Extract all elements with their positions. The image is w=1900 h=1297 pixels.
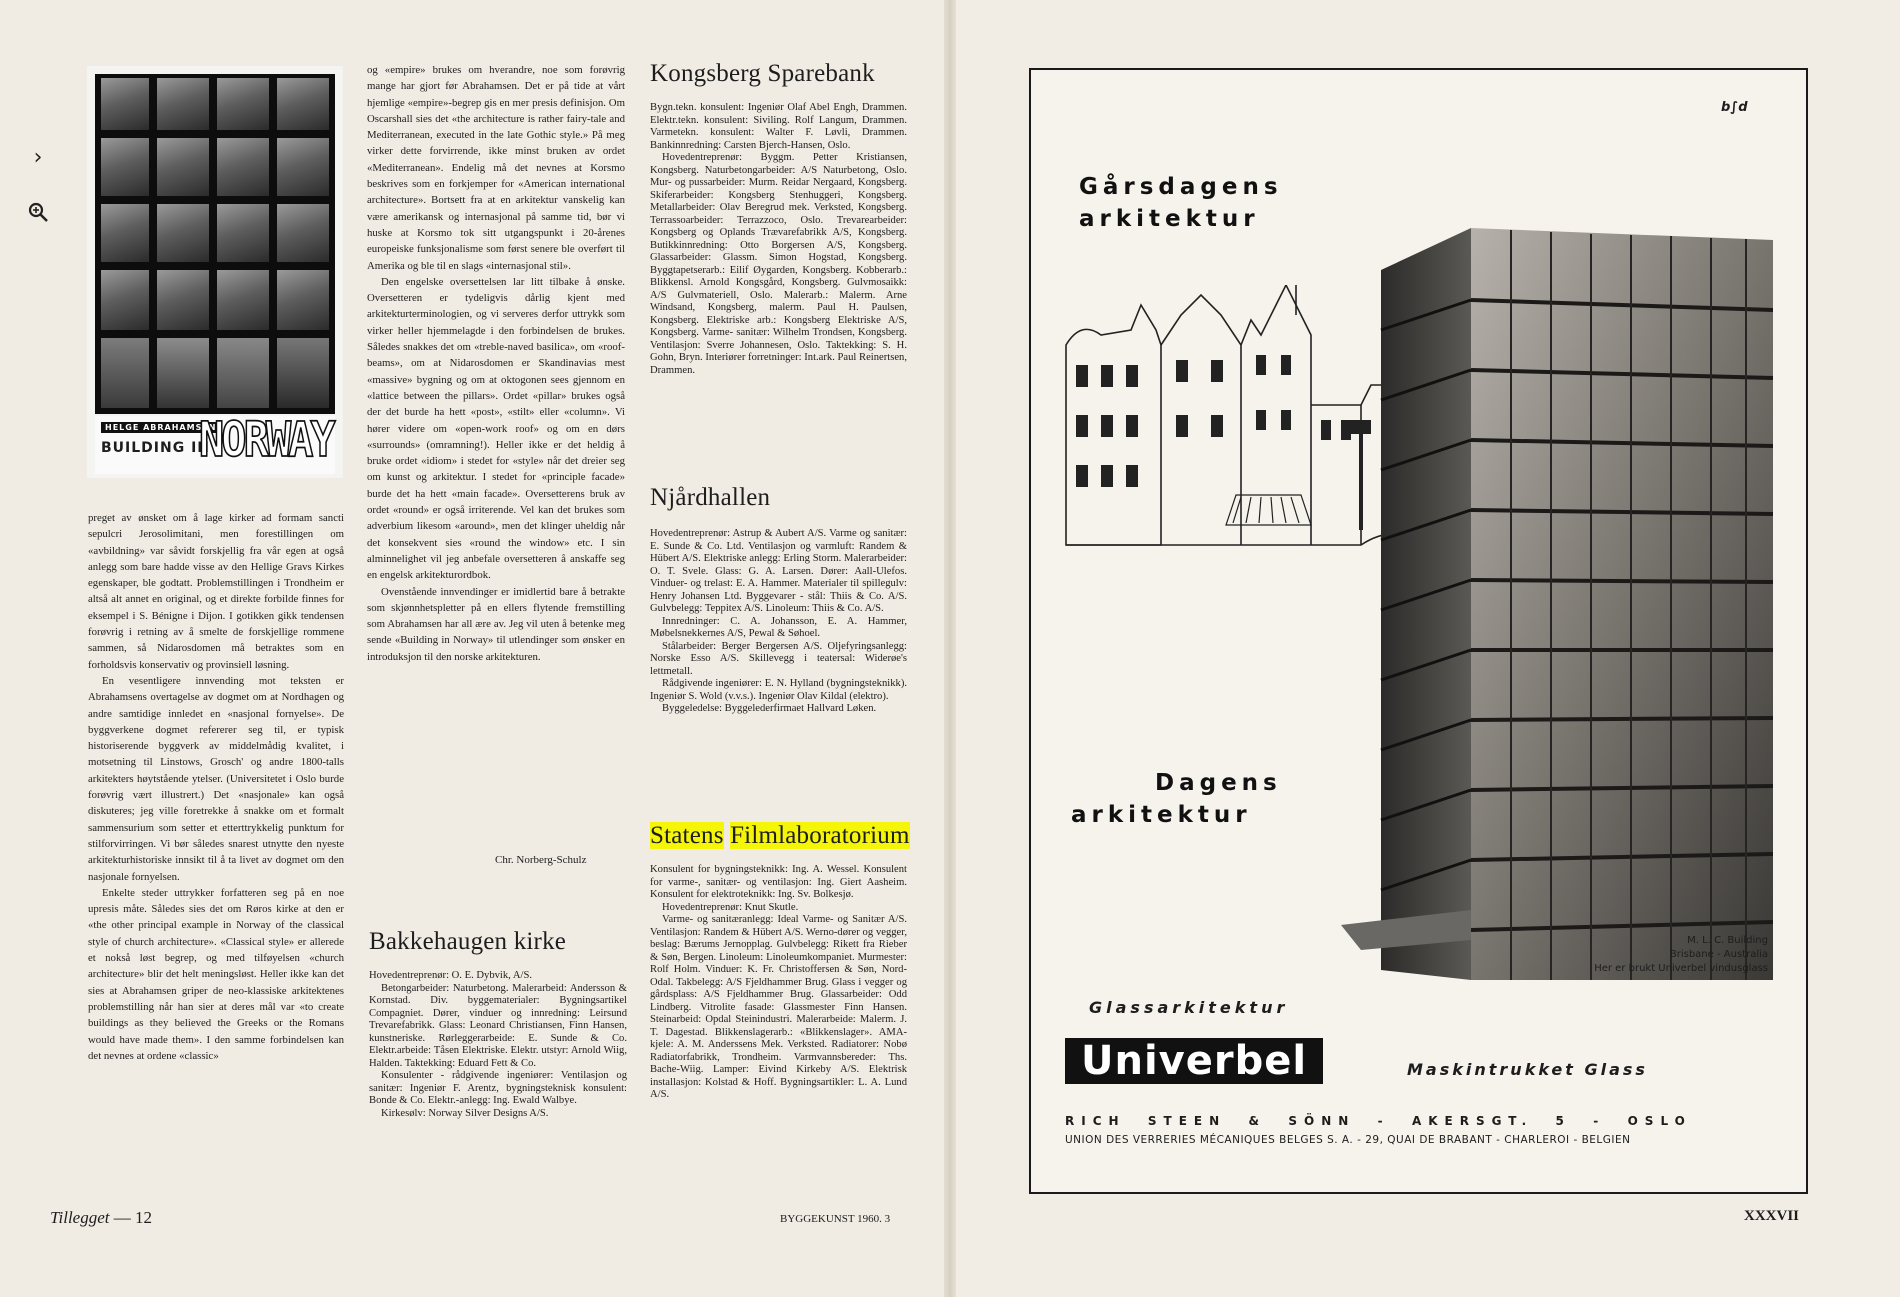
book-cover-photo	[87, 66, 343, 478]
ad-address-line-2: UNION DES VERRERIES MÉCANIQUES BELGES S. A. - 29, QUAI DE BRABANT - CHARLEROI - BELGIEN	[1065, 1134, 1631, 1146]
credits-kongsberg	[650, 102, 907, 468]
magnifier-icon	[26, 200, 50, 224]
paragraph: Ovenstående innvendinger er imidlertid bare å betrakte som skjønnhetspletter på en ellers flytende fremstilling som Abrahamsen har all ære av. Jeg vil uten å betenke meg sende «Building in Norway» til utlendinger som ønsker en introduksjon til den norske arkitekturen.	[367, 585, 625, 663]
highlighted-heading-word: Filmlaboratorium	[730, 822, 910, 849]
credit-line: Stålarbeider: Berger Bergersen A/S. Oljefyringsanlegg: Norske Esso A/S. Skillevegg i teatersal: Widerøe's lettmetall.	[650, 640, 907, 677]
zoom-icon[interactable]	[22, 200, 54, 232]
credits-njardhallen	[650, 528, 907, 798]
credit-line: Byggeledelse: Byggelederfirmaet Hallvard Løken.	[662, 703, 877, 714]
credit-line: Rådgivende ingeniører: E. N. Hylland (bygningsteknikk). Ingeniør S. Wold (v.v.s.). Ingeniør Olav Kildal (elektro).	[650, 678, 907, 702]
highlighted-heading-word: Statens	[650, 822, 724, 849]
ad-product-line: Maskintrukket Glass	[1407, 1060, 1648, 1079]
review-column-2	[367, 62, 625, 852]
paragraph: Den engelske oversettelsen lar litt tilbake å ønske. Oversetteren er tydeligvis dårlig kjent med arkitekturterminologien, og vi serveres derfor uttrykk som virker heller hjemmelagde i den forbindelsen de brukes. Således snakkes det om «treble-naved basilica», om «roof-beams», om at Nidarosdomen er Skandinavias mest «massive» bygning og om at oktogonen sees gjennom en «lattice between the pillars». Ordet «pillar» brukes også der det burde ha hett «post», «stilt» eller «column». Vi hører videre om «open-work roof» og om en dørs «surrounds» (omramning!). Heller ikke er det heldig å bruke ordet «idiom» i stedet for «style» når det dreier seg om kunst og arkitektur. I stedet for «principle facade» burde det ha hett «main facade». Oversetterens bruk av ordet «round» er også irriterende. Vel kan det brukes som adverbium likesom «around», men det klinger uheldig når det konsekvent sies «round the window» etc. I sin alminnelighet vil jeg anbefale oversetteren å anskaffe seg en engelsk arkitekturordbok.	[367, 275, 625, 582]
section-heading-statens	[650, 822, 910, 850]
next-page-chevron-icon[interactable]: ›	[33, 145, 43, 170]
credit-line: Hovedentreprenør: O. E. Dybvik, A/S.	[369, 970, 532, 981]
credit-line: Konsulent for bygningsteknikk: Ing. A. Wessel. Konsulent for varme-, sanitær- og ventilasjon: Ing. Giert Aasheim. Konsulent for elektroteknikk: Ing. Sv. Bolkesjø.	[650, 864, 907, 900]
credit-line: Betongarbeider: Naturbetong. Malerarbeid: Andersson & Kornstad. Div. byggematerialer: Bygningsartikel Compagniet. Dører, vinduer og innredning: Leirsund Trevarefabrikk. Glass: Leonard Christiansen, Finn Hansen, kunstneriske. Rørleggerarbeide: E. Sunde & Co. Elektr.arbeide: Tåsen Elektriske. Elektr. utstyr: Arnold Wiig, Halden. Taktekking: Eduard Fett & Co.	[369, 982, 627, 1069]
credits-bakkehaugen	[369, 970, 627, 1170]
credit-line: Hovedentreprenør: Byggm. Petter Kristiansen, Kongsberg. Naturbetongarbeider: A/S Naturbetong, Oslo. Mur- og pussarbeider: Murm. Reidar Nergaard, Kongsberg. Skiferarbeider: Kongsberg Stenhuggeri, Kongsberg. Metallarbeider: Olav Beregrud mek. Verksted, Kongsberg. Terrassoarbeider: Terrazzoco, Oslo. Trevarearbeider: Kongsberg og Oplands Trævarefabrikk A/S, Kongsberg. Butikkinnredning: Otto Borgersen A/S, Kongsberg. Glassarbeider: Glassm. Simon Hogstad, Kongsberg. Byggtapetserarb.: Eilif Øygarden, Kongsberg. Kobberarb.: Blikkensl. Arnold Kongsgård, Kongsberg. Gulvmosaikk: A/S Gulvmateriell, Oslo. Malerarb.: Malerm. Arne Windsand, Kongsberg, malerm. Paul H. Paulsen, Kongsberg. Elektriske arb.: Kongsberg Elektriske A/S, Kongsberg. Varme- sanitær: Wilhelm Trondsen, Kongsberg. Ventilasjon: Sverre Johannesen, Oslo. Taktekking: S. H. Gohn, Bryn. Interiører forretninger: Int.ark. Paul Reinertsen, Drammen.	[650, 152, 907, 376]
credit-line: Hovedentreprenør: Knut Skutle.	[662, 901, 799, 913]
right-page-number: XXXVII	[1744, 1208, 1800, 1224]
paragraph: En vesentligere innvending mot teksten er Abrahamsens overtagelse av dogmet om at Nordhagen og andre samtidige innledet en «nasjonal fornyelse». De byggverkene dogmet refererer seg til, er typisk historiserende byggverk av middelmådig kvalitet, i motsetning til Linstows, Grosch' og andre 1800-talls arkitekters høytstående ytelser. (Universitetet i Oslo burde forøvrig vært illustrert.) Det «nasjonale» kan også diskuteres; jeg ville foretrekke å snakke om et formalt sammensurium som setter et etterttrykkelig punktum for stilforvirringen. Vi bør således snarest utnytte den nyeste arkitekturhistoriske innsikt til å ta livet av dogmet om den nasjonale fornyelsen.	[88, 674, 344, 883]
ad-heading-new-1: Dagens	[1155, 770, 1282, 796]
univerbel-brand-logo: Univerbel	[1065, 1038, 1323, 1084]
univerbel-advertisement	[1029, 68, 1808, 1194]
footer-page-number: 12	[135, 1208, 152, 1227]
ad-heading-old-2: arkitektur	[1079, 206, 1260, 232]
review-signature: Chr. Norberg-Schulz	[495, 854, 587, 866]
paragraph: og «empire» brukes om hverandre, noe som forøvrig mange har gjort før Abrahamsen. Det er på tide at vårt hjemlige «empire»-begrep gis en mer presis definisjon. Om Oscarshall sies det «the architecture is rather fairy-tale and Mediterranean, executed in the late Gothic style.» På meg virker dette forvirrende, ikke minst bruken av ordet «Mediterranean». Endelig må det nevnes at Korsmo beskrives som en forkjemper for «American international architecture». Bortsett fra at en arkitektur vanskelig kan være amerikansk og internasjonal på samme tid, bør vi huske at Korsmo tok sitt utgangspunkt i 20-årenes europeiske funksjonalisme som først senere ble overført til Amerika og ble til en slags «internasjonal stil».	[367, 64, 625, 272]
ad-tagline: Glassarkitektur	[1089, 998, 1289, 1017]
section-heading-kongsberg: Kongsberg Sparebank	[650, 60, 875, 87]
ad-heading-old-1: Gårsdagens	[1079, 174, 1283, 200]
ad-agency-logo: b∫d	[1721, 100, 1748, 115]
section-heading-bakkehaugen: Bakkehaugen kirke	[369, 928, 567, 955]
credit-line: Hovedentreprenør: Astrup & Aubert A/S. Varme og sanitær: E. Sunde & Co. Ltd. Ventilasjon og varmluft: Randem & Hübert A/S. Elektriske anlegg: Erling Storm. Malerarbeider: O. T. Svele. Glass: G. A. Larsen. Dører: Aall-Ulefos. Vinduer- og trelast: E. A. Hammer. Materialer til spillegulv: Henry Johansen Ltd. Byggevarer - stål: Thiis & Co. A/S. Gulvbelegg: Teppitex A/S. Linoleum: Thiis & Co. A/S.	[650, 528, 907, 614]
ad-heading-new-2: arkitektur	[1071, 802, 1252, 828]
ad-address-line-1: RICH STEEN & SÖNN - AKERSGT. 5 - OSLO	[1065, 1114, 1692, 1128]
page-gutter	[944, 0, 956, 1297]
footer-supplement-label: Tillegget	[50, 1208, 110, 1227]
paragraph: preget av ønsket om å lage kirker ad formam sancti sepulcri Jerosolimitani, men forestillingen om «avbildning» var såvidt forskjellig fra vår egen at også anlegg som bare hadde visse av den Hellige Gravs Kirkes egenskaper, ble godtatt. Problemstillingen i Trondheim er altså alt annet en original, og et direkte forbilde finnes for eksempel i S. Bénigne i Dijon. I gotikken gikk tendensen forøvrig i retning av å smelte de forskjellige rommene sammen, så Nidarosdomen må betraktes som en forholdsvis konservativ og provinsiell løsning.	[88, 512, 344, 671]
book-author: HELGE ABRAHAMSEN	[101, 422, 220, 433]
book-title-main: NORWAY	[199, 411, 333, 468]
credit-line: Varme- og sanitæranlegg: Ideal Varme- og Sanitær A/S. Ventilasjon: Randem & Hübert A/S. Werno-dører og vegger, beslag: Bærums Jernopplag. Gulvbelegg: Rikett fra Rieber & Søn, Bergen. Linoleum: Linoleumkompaniet. Murmester: Rolf Holm. Vinduer: K. Fr. Christoffersen & Søn, Nord-Odal. Takbelegg: A/S Fjeldhammer Brug. Glass i vegger og gårdsplass: A/S Fjeldhammer Brug. Glassarbeider: Odd Lindberg. Vitrolite fasade: Glassmester Finn Hansen. Steinarbeid: Opdal Steinindustri. Malerarbeide: Malerm. J. T. Dagestad. Blikkenslagerarb.: «Blikkenslager». AMA-kjele: A. M. Anderssens Mek. Verksted. Radiatorer: Nobø Radiatorfabrikk, Trondheim. Varmvannsbereder: Ths. Bache-Wiig. Lamper: Eivind Kirkeby A/S. Elektrisk installasjon: Kolstad & Hoff. Bygningsartikler: L. A. Lund A/S.	[650, 914, 907, 1100]
book-title-prefix: BUILDING IN	[101, 440, 211, 456]
book-cover-title	[95, 411, 335, 474]
footer-left	[50, 1208, 152, 1228]
building-caption	[1594, 934, 1768, 976]
credits-statens	[650, 864, 907, 1169]
mlc-building-photo	[1341, 150, 1773, 990]
review-column-1	[88, 510, 344, 1170]
caption-location: Brisbane - Australia	[1669, 949, 1768, 960]
credit-line: Innredninger: C. A. Johansson, E. A. Hammer, Møbelsnekkernes A/S, Pewal & Søhoel.	[650, 615, 907, 639]
credit-line: Konsulenter - rådgivende ingeniører: Ventilasjon og sanitær: Ingeniør F. Arentz, bygningsteknisk konsulent: Bonde & Co. Elektr.-anlegg: Ing. Ewald Walbye.	[369, 1070, 627, 1106]
section-heading-njardhallen: Njårdhallen	[650, 484, 771, 511]
credit-line: Bygn.tekn. konsulent: Ingeniør Olaf Abel Engh, Drammen. Elektr.tekn. konsulent: Siviling. Rolf Langum, Drammen. Varmetekn. konsulent: Walter F. Løvli, Drammen. Bankinnredning: Carsten Bjerch-Hansen, Oslo.	[650, 102, 907, 151]
caption-building-name: M. L. C. Building	[1687, 935, 1768, 946]
footer-journal: BYGGEKUNST 1960. 3	[780, 1213, 891, 1225]
paragraph: Enkelte steder uttrykker forfatteren seg på en noe upresis måte. Således sies det om Røros kirke at den er «the other principal example in Norway of the classical style of church architecture». «Classical style» er allerede et nokså løst begrep, og med tilføyelsen «church architecture» blir det helt meningsløst. Heller ikke kan det sies at Abrahamsen griper de neo-klassiske arkitektenes problemstilling når han sier at deres mål var «to create buildings as they believed the Greeks or the Romans would have made them». I den samme forbindelsen kan det nevnes at ordene «classic»	[88, 886, 344, 1062]
caption-product-note: Her er brukt Univerbel vindusglass	[1594, 963, 1768, 974]
footer-dash: —	[113, 1208, 131, 1227]
credit-line: Kirkesølv: Norway Silver Designs A/S.	[381, 1107, 549, 1119]
window-facade-image	[95, 74, 335, 414]
